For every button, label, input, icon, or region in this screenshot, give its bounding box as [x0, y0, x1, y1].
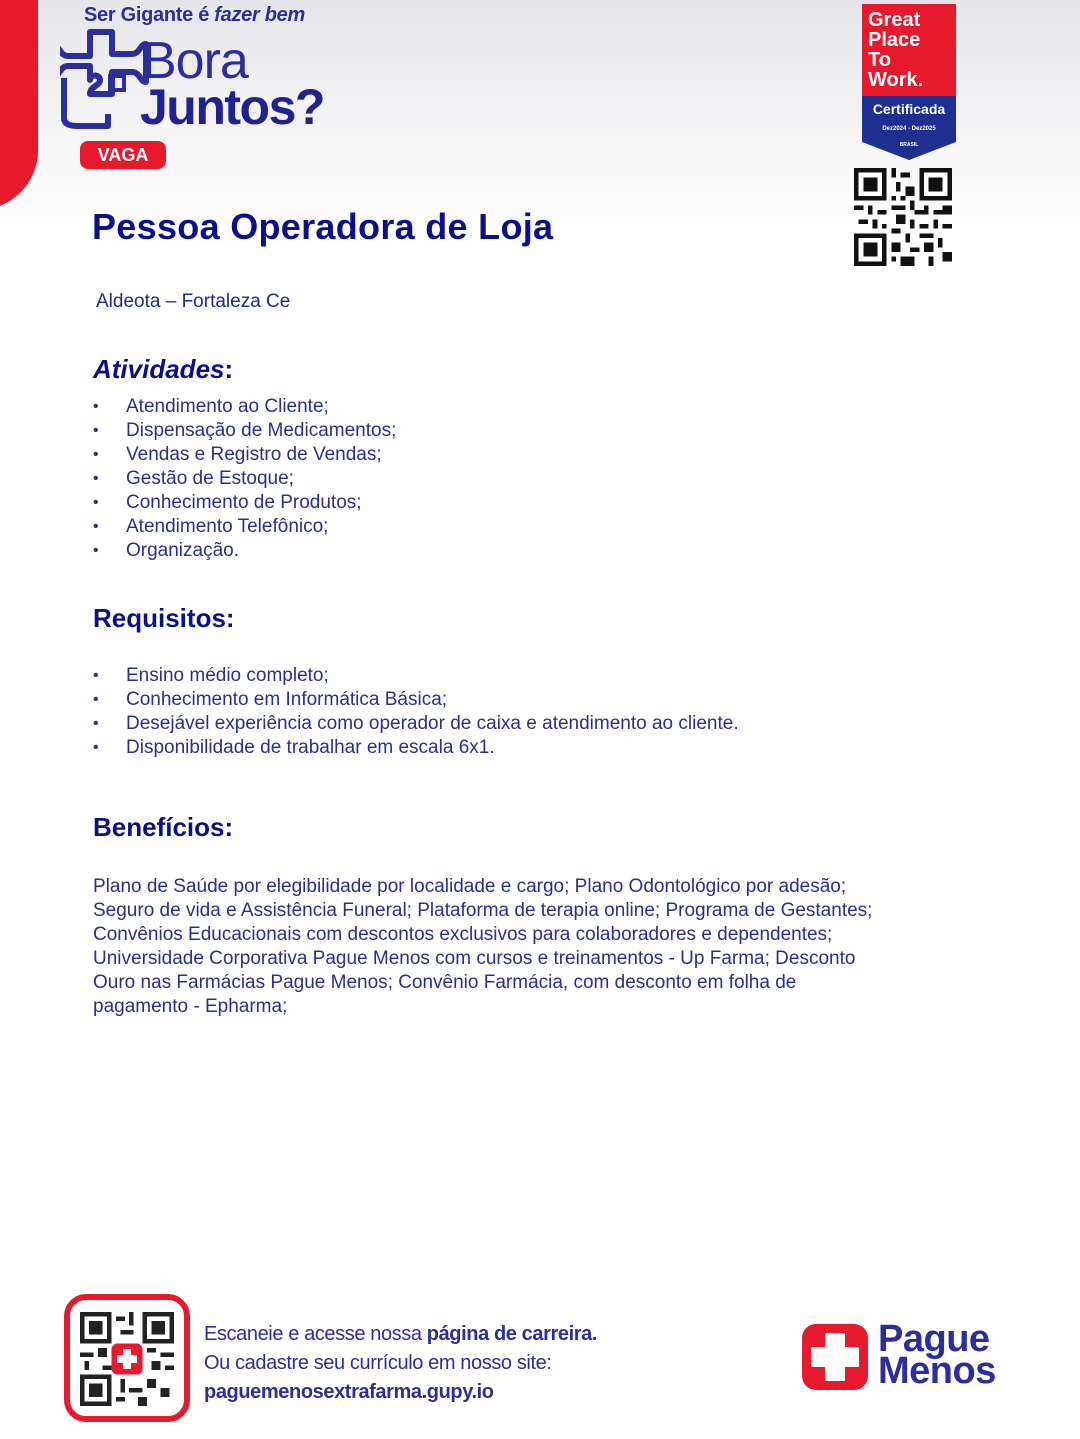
red-corner-decoration: [0, 0, 38, 210]
tagline: [84, 4, 305, 27]
qr-code-icon[interactable]: [80, 1312, 174, 1406]
job-title: Pessoa Operadora de Loja: [92, 206, 554, 247]
beneficios-text: Plano de Saúde por elegibilidade por localidade e cargo; Plano Odontológico por adesão; Seguro de vida e Assistência Funeral; Plataforma de terapia online; Programa de Gestantes; Convênios Educacionais com descontos exclusivos para colaboradores e dependentes; Universidade Corporativa Pague Menos com cursos e treinamentos - Up Farma; Desconto Ouro nas Farmácias Pague Menos; Convênio Farmácia, com desconto em folha de pagamento - Epharma;: [93, 876, 873, 1017]
list-item: • Conhecimento de Produtos;: [93, 491, 396, 515]
atividades-heading: [93, 354, 233, 385]
gupy-site-link[interactable]: paguemenosextrafarma.gupy.io: [204, 1381, 494, 1403]
qr-code-icon[interactable]: [854, 168, 952, 266]
brand-line2: Menos: [878, 1350, 996, 1392]
pague-menos-wordmark: [878, 1318, 996, 1392]
footer-line1-a: Escaneie e acesse nossa: [204, 1323, 427, 1345]
footer-line1: [204, 1320, 597, 1349]
list-item: • Gestão de Estoque;: [93, 467, 396, 491]
list-item: • Atendimento ao Cliente;: [93, 395, 396, 419]
campaign-juntos: Juntos?: [140, 79, 324, 135]
vaga-badge: VAGA: [80, 141, 166, 169]
tagline-part1: Ser Gigante é: [84, 4, 215, 26]
job-location: Aldeota – Fortaleza Ce: [96, 291, 291, 312]
gptw-line4: Work.: [868, 69, 924, 91]
beneficios-heading: Benefícios:: [93, 812, 234, 842]
atividades-heading-colon: :: [224, 354, 234, 384]
campaign-bora: Bora: [142, 32, 248, 90]
gptw-period: Dez2024 - Dez2025: [882, 126, 936, 132]
pague-menos-cross-logo: [800, 1322, 870, 1392]
list-item: • Organização.: [93, 539, 396, 563]
list-item: • Conhecimento em Informática Básica;: [93, 688, 739, 712]
list-item: • Disponibilidade de trabalhar em escala 6x1.: [93, 736, 739, 760]
gptw-line2: Place: [868, 29, 921, 51]
footer-cta: [204, 1320, 597, 1407]
gptw-certified: Certificada: [872, 101, 946, 117]
atividades-heading-text: Atividades: [93, 354, 225, 384]
list-item: • Vendas e Registro de Vendas;: [93, 443, 396, 467]
brand-line1: Pague: [878, 1318, 990, 1360]
list-item: • Dispensação de Medicamentos;: [93, 419, 396, 443]
atividades-list: [93, 395, 396, 563]
great-place-to-work-badge: [862, 4, 956, 162]
gptw-country: BRASIL: [899, 142, 919, 148]
puzzle-plus-icon: [60, 28, 150, 138]
gptw-line1: Great: [868, 9, 921, 31]
list-item: • Atendimento Telefônico;: [93, 515, 396, 539]
tagline-part2: fazer bem: [214, 4, 305, 26]
gptw-line3: To: [868, 49, 891, 71]
list-item: • Desejável experiência como operador de caixa e atendimento ao cliente.: [93, 712, 739, 736]
careers-page-link[interactable]: página de carreira.: [426, 1323, 598, 1345]
requisitos-heading: Requisitos:: [93, 603, 235, 633]
list-item: • Ensino médio completo;: [93, 664, 739, 688]
footer-line2: Ou cadastre seu currículo em nosso site:: [204, 1352, 552, 1374]
requisitos-list: [93, 664, 739, 760]
